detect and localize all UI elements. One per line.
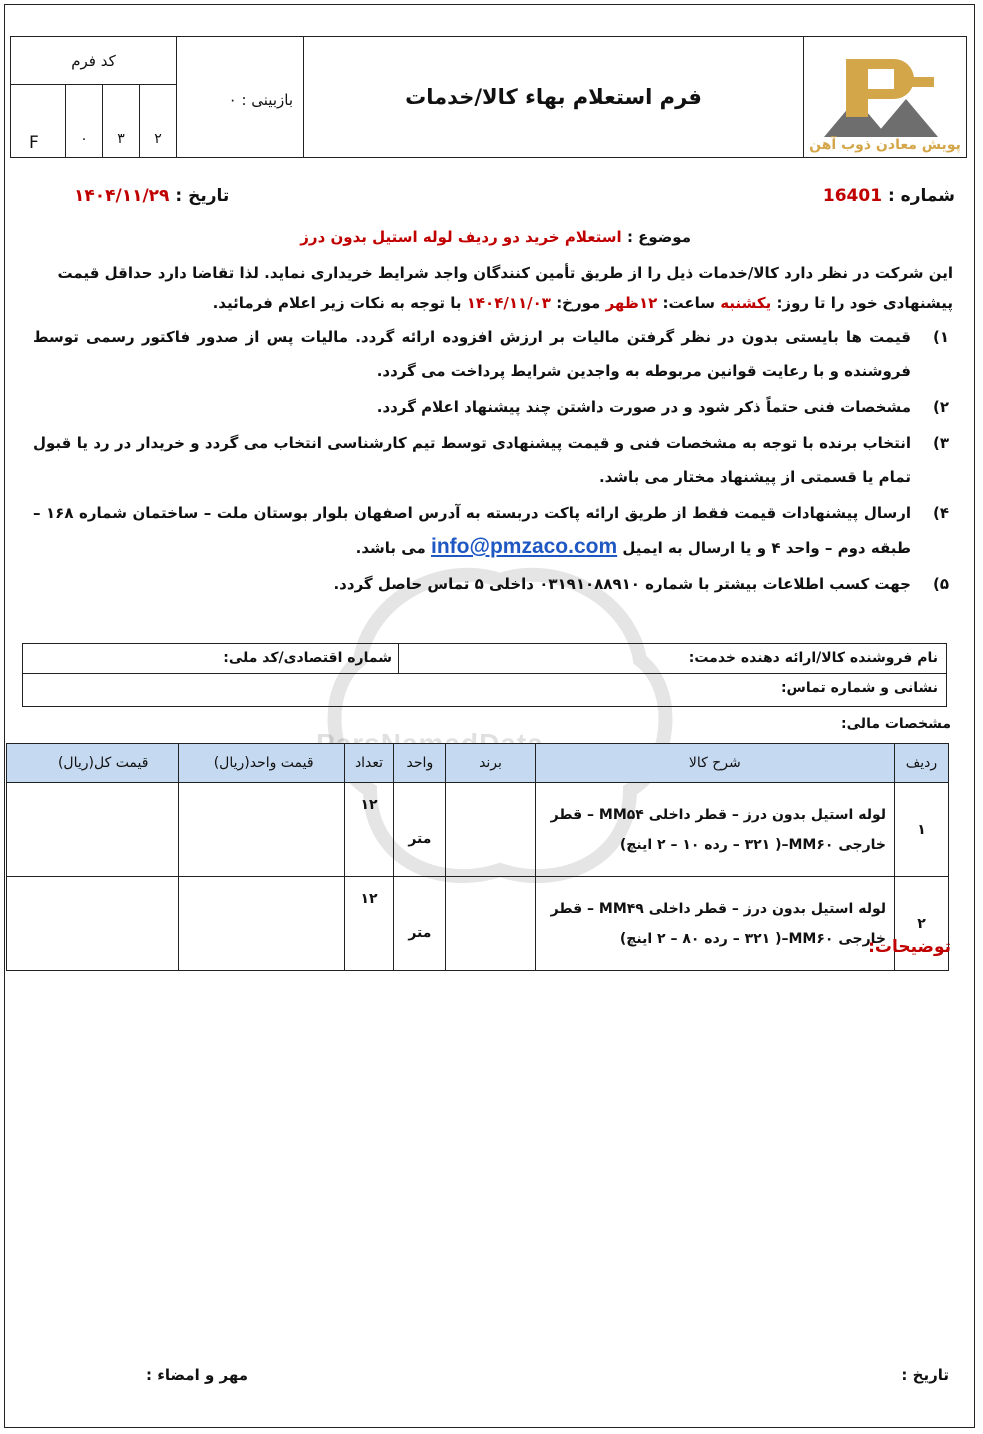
form-code-cell: F: [11, 85, 66, 157]
list-text: قیمت ها بایستی بدون در نظر گرفتن مالیات بر ارزش افزوده ارائه گردد. مالیات پس از صدور فاکتور رسمی توسط فروشنده و با رعایت قوانین مربوطه به واجدین شرایط پرداخت می گردد.: [33, 328, 911, 380]
revision-label: بازبینی : ۰: [176, 37, 305, 157]
economic-code-label: شماره اقتصادی/کد ملی:: [223, 650, 392, 666]
cell-brand: [446, 877, 535, 971]
cell-total-price: [7, 783, 179, 877]
conditions-list: [33, 320, 953, 601]
cell-unit-price: [179, 877, 344, 971]
list-item: [33, 390, 953, 424]
cell-brand: [446, 783, 535, 877]
cell-unit: متر: [394, 783, 446, 877]
form-code-cell: ۲: [154, 131, 162, 147]
intro-paragraph-2: [33, 288, 953, 318]
logo-text: پویش معادن ذوب آهن: [809, 137, 961, 153]
cell-unit: متر: [394, 877, 446, 971]
email-link[interactable]: info@pmzaco.com: [430, 535, 618, 558]
desc-line: لوله استیل بدون درز – قطر داخلی MM۵۴ – قطر: [550, 806, 886, 823]
list-item: [33, 426, 953, 494]
notes-label: توضیحات:: [868, 937, 951, 957]
table-header-row: [7, 744, 949, 783]
cell-row-number: ۲: [895, 877, 949, 971]
intro-text: ساعت:: [662, 294, 715, 312]
document-page: [4, 4, 975, 1428]
list-number: ۱): [932, 328, 949, 346]
seller-name-label: نام فروشنده کالا/ارائه دهنده خدمت:: [398, 644, 946, 673]
list-text: می باشد.: [355, 539, 426, 557]
date-label: تاریخ :: [175, 186, 230, 206]
footer-seal-label: مهر و امضاء :: [146, 1366, 249, 1384]
deadline-time: ۱۲ظهر: [605, 294, 658, 312]
header-unit-price: قیمت واحد(ریال): [179, 744, 344, 783]
footer-date-label: تاریخ :: [901, 1366, 949, 1384]
list-text: انتخاب برنده با توجه به مشخصات فنی و قیمت پیشنهادی توسط تیم کارشناسی انتخاب می گردد و خریدار در رد یا قبول تمام یا قسمتی از پیشنهاد مختار می باشد.: [33, 434, 911, 486]
intro-text: پیشنهادی خود را تا روز:: [776, 294, 953, 312]
deadline-day: یکشنبه: [720, 294, 772, 312]
list-number: ۳): [932, 434, 949, 452]
number-value: 16401: [822, 186, 883, 206]
cell-quantity: ۱۲: [344, 877, 394, 971]
list-text: جهت کسب اطلاعات بیشتر با شماره ۰۳۱۹۱۰۸۸۹۱۰ داخلی ۵ تماس حاصل گردد.: [333, 575, 911, 593]
deadline-date: ۱۴۰۴/۱۱/۰۳: [466, 294, 551, 312]
intro-text: مورخ:: [556, 294, 601, 312]
number-label: شماره :: [887, 186, 955, 206]
form-header: [10, 36, 967, 158]
form-code-block: [11, 37, 176, 157]
cell-quantity: ۱۲: [344, 783, 394, 877]
form-code-cell: ۰: [66, 85, 103, 157]
header-description: شرح کالا: [535, 744, 894, 783]
seller-info-box: [22, 643, 947, 707]
cell-unit-price: [179, 783, 344, 877]
cell-row-number: ۱: [895, 783, 949, 877]
header-row-number: ردیف: [895, 744, 949, 783]
cell-description: [535, 783, 894, 877]
list-text: ارسال پیشنهادات قیمت فقط از طریق ارائه پاکت دربسته به آدرس اصفهان بلوار بوستان ملت – ساختمان شماره ۱۶۸ – طبقه دوم – واحد ۴ و یا ارسال به ایمیل: [33, 504, 911, 557]
form-code-label: کد فرم: [11, 37, 176, 85]
cell-total-price: [7, 877, 179, 971]
header-quantity: تعداد: [344, 744, 394, 783]
financial-label: مشخصات مالی:: [841, 716, 951, 732]
list-text: مشخصات فنی حتماً ذکر شود و در صورت داشتن چند پیشنهاد اعلام گردد.: [376, 398, 911, 416]
seller-row: [23, 644, 946, 674]
desc-line: لوله استیل بدون درز – قطر داخلی MM۴۹ – قطر: [550, 900, 886, 917]
company-logo: [803, 37, 966, 157]
header-brand: برند: [446, 744, 535, 783]
list-number: ۵): [932, 575, 949, 593]
form-code-cell: ۳: [103, 85, 140, 157]
list-number: ۴): [932, 504, 949, 522]
subject-value: استعلام خرید دو ردیف لوله استیل بدون درز: [300, 228, 622, 246]
header-total-price: قیمت کل(ریال): [7, 744, 179, 783]
letter-number: [823, 186, 955, 206]
desc-line: خارجی MM۶۰–( ۳۲۱ – رده ۱۰ – ۲ اینچ): [619, 836, 886, 853]
list-item: [33, 567, 953, 601]
letter-body: [33, 258, 953, 603]
items-table: [6, 743, 949, 971]
desc-line: خارجی MM۶۰–( ۳۲۱ – رده ۸۰ – ۲ اینچ): [619, 930, 886, 947]
list-number: ۲): [932, 398, 949, 416]
subject-line: [300, 228, 691, 246]
letter-date: [74, 186, 229, 206]
list-item: [33, 320, 953, 388]
list-item: [33, 496, 953, 565]
form-title: فرم استعلام بهاء کالا/خدمات: [303, 37, 803, 157]
intro-text: با توجه به نکات زیر اعلام فرمائید.: [212, 294, 462, 312]
table-row: [7, 877, 949, 971]
address-label: نشانی و شماره تماس:: [780, 680, 938, 696]
form-code-cells: [11, 85, 176, 157]
date-value: ۱۴۰۴/۱۱/۲۹: [74, 186, 170, 206]
cell-description: [535, 877, 894, 971]
subject-label: موضوع :: [626, 228, 691, 246]
header-unit: واحد: [394, 744, 446, 783]
table-row: [7, 783, 949, 877]
intro-paragraph-1: این شرکت در نظر دارد کالا/خدمات ذیل را از طریق تأمین کنندگان واجد شرایط خریداری نماید. لذا تقاضا دارد حداقل قیمت: [57, 264, 953, 282]
